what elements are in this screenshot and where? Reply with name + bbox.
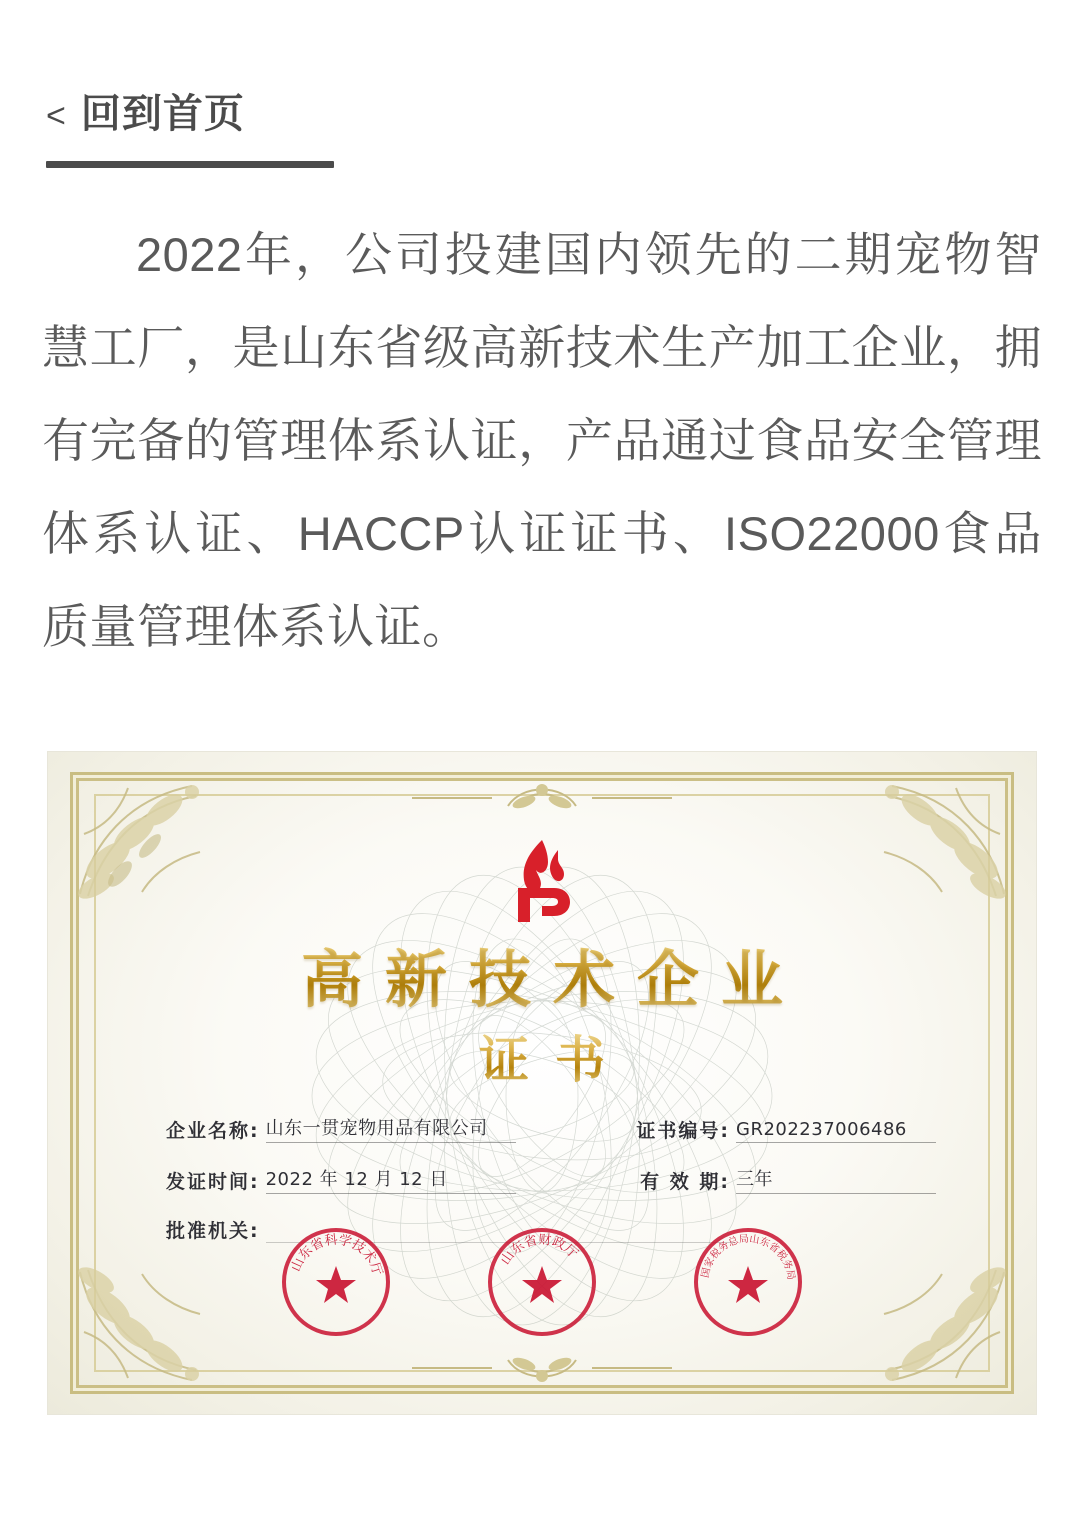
back-to-home-link[interactable] [46, 82, 346, 139]
certificate-title: 高新技术企业 [48, 930, 1036, 1019]
seal-tax [688, 1222, 808, 1342]
validity-field [640, 1165, 936, 1194]
svg-text:国家税务总局山东省税务局: 国家税务总局山东省税务局 [700, 1233, 797, 1281]
approval-authority-label: 批准机关: [166, 1220, 260, 1242]
edge-ornament-icon [412, 780, 672, 816]
back-to-home-label: 回到首页 [80, 92, 245, 136]
issue-date-value: 2022 年 12 月 12 日 [266, 1165, 516, 1194]
certificate-canvas [48, 752, 1036, 1414]
edge-ornament-icon [412, 1350, 672, 1386]
certificate-subtitle: 证书 [48, 1020, 1036, 1092]
svg-text:山东省科学技术厅: 山东省科学技术厅 [288, 1232, 385, 1278]
seal-science-tech [276, 1222, 396, 1342]
issue-date-field [166, 1165, 516, 1194]
certificate-number-value: GR202237006486 [736, 1119, 936, 1143]
validity-value: 三年 [736, 1165, 936, 1194]
certificate-field-row [166, 1114, 936, 1143]
validity-label: 有 效 期: [640, 1171, 730, 1193]
certificate-number-label: 证书编号: [636, 1120, 730, 1142]
back-nav [46, 82, 346, 168]
seal-finance [482, 1222, 602, 1342]
certificate-image[interactable] [48, 752, 1036, 1414]
certificate-field-row [166, 1165, 936, 1194]
high-tech-enterprise-logo-icon [496, 836, 588, 928]
certificate-seals [48, 1222, 1036, 1342]
issue-date-label: 发证时间: [166, 1171, 260, 1193]
chevron-left-icon: < [46, 97, 67, 135]
certificate-number-field [636, 1116, 936, 1143]
company-name-value: 山东一贯宠物用品有限公司 [266, 1114, 516, 1143]
company-name-label: 企业名称: [166, 1120, 260, 1142]
article-paragraph: 2022年，公司投建国内领先的二期宠物智慧工厂，是山东省级高新技术生产加工企业，拥有完备的管理体系认证，产品通过食品安全管理体系认证、HACCP认证证书、ISO22000食品质量管理体系认证。 [42, 228, 1042, 653]
company-name-field [166, 1114, 516, 1143]
svg-text:山东省财政厅: 山东省财政厅 [498, 1232, 581, 1268]
back-nav-underline [46, 161, 334, 168]
